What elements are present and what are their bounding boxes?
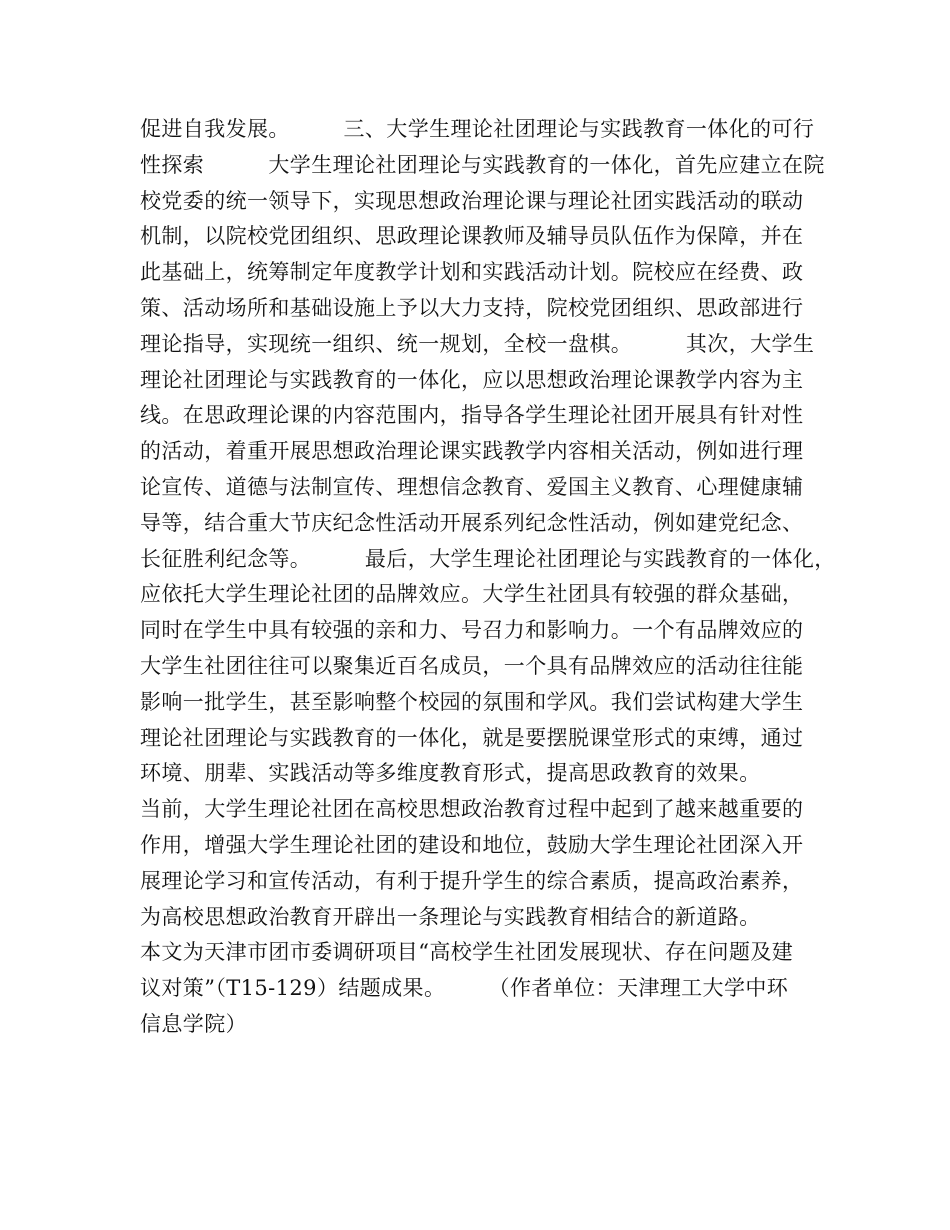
- text-line-9: 线。在思政理论课的内容范围内，指导各学生理论社团开展具有针对性: [140, 403, 804, 428]
- text-line-15: 同时在学生中具有较强的亲和力、号召力和影响力。一个有品牌效应的: [140, 618, 804, 643]
- text-line-16: 大学生社团往往可以聚集近百名成员，一个具有品牌效应的活动往往能: [140, 653, 804, 678]
- text-line-2: 性探索 大学生理论社团理论与实践教育的一体化，首先应建立在院: [140, 152, 825, 177]
- text-line-4: 机制，以院校党团组织、思政理论课教师及辅导员队伍作为保障，并在: [140, 224, 804, 249]
- text-line-12: 导等，结合重大节庆纪念性活动开展系列纪念性活动，例如建党纪念、: [140, 510, 804, 535]
- text-line-8: 理论社团理论与实践教育的一体化，应以思想政治理论课教学内容为主: [140, 367, 804, 392]
- text-line-25: 议对策”（T15-129）结题成果。 （作者单位：天津理工大学中环: [140, 976, 789, 1001]
- text-line-17: 影响一批学生，甚至影响整个校园的氛围和学风。我们尝试构建大学生: [140, 689, 804, 714]
- text-line-10: 的活动，着重开展思想政治理论课实践教学内容相关活动，例如进行理: [140, 439, 804, 464]
- text-line-18: 理论社团理论与实践教育的一体化，就是要摆脱课堂形式的束缚，通过: [140, 725, 804, 750]
- text-line-13: 长征胜利纪念等。 最后，大学生理论社团理论与实践教育的一体化，: [140, 546, 836, 571]
- text-line-23: 为高校思想政治教育开辟出一条理论与实践教育相结合的新道路。: [140, 904, 761, 929]
- text-line-5: 此基础上，统筹制定年度教学计划和实践活动计划。院校应在经费、政: [140, 260, 804, 285]
- text-line-7: 理论指导，实现统一组织、统一规划，全校一盘棋。 其次，大学生: [140, 331, 815, 356]
- text-line-22: 展理论学习和宣传活动，有利于提升学生的综合素质，提高政治素养，: [140, 868, 804, 893]
- text-line-14: 应依托大学生理论社团的品牌效应。大学生社团具有较强的群众基础，: [140, 582, 804, 607]
- text-line-20: 当前，大学生理论社团在高校思想政治教育过程中起到了越来越重要的: [140, 797, 804, 822]
- text-line-19: 环境、朋辈、实践活动等多维度教育形式，提高思政教育的效果。: [140, 761, 761, 786]
- text-line-3: 校党委的统一领导下，实现思想政治理论课与理论社团实践活动的联动: [140, 188, 804, 213]
- text-line-6: 策、活动场所和基础设施上予以大力支持，院校党团组织、思政部进行: [140, 295, 804, 320]
- text-line-1: 促进自我发展。 三、大学生理论社团理论与实践教育一体化的可行: [140, 117, 815, 141]
- text-line-26: 信息学院）: [140, 1011, 247, 1036]
- text-line-24: 本文为天津市团市委调研项目“高校学生社团发展现状、存在问题及建: [140, 940, 794, 965]
- document-body: [140, 112, 836, 1043]
- text-line-11: 论宣传、道德与法制宣传、理想信念教育、爱国主义教育、心理健康辅: [140, 474, 804, 499]
- text-line-21: 作用，增强大学生理论社团的建设和地位，鼓励大学生理论社团深入开: [140, 832, 804, 857]
